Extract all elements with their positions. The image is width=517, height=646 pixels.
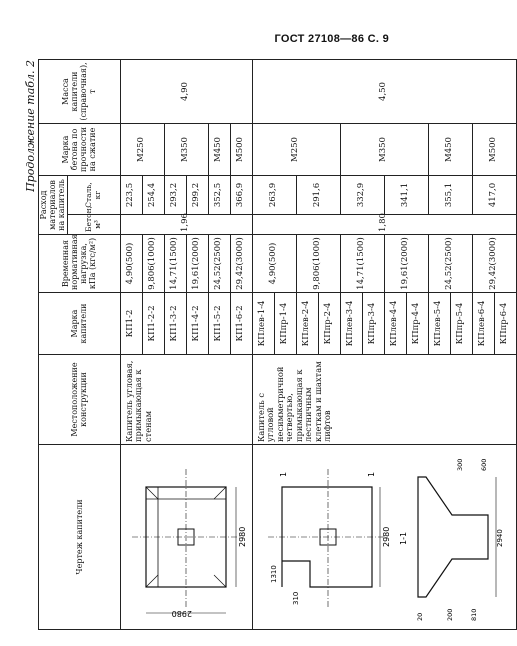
mark-cell: КПлев-3-4	[340, 293, 362, 355]
load-cell: 29,42(3000)	[230, 235, 252, 293]
steel-cell: 293,2	[164, 176, 186, 215]
col-steel: Сталь, кг	[67, 176, 120, 215]
grade-cell: М250	[252, 124, 340, 176]
col-concrete-grade: Марка бетона по прочности на сжатие	[39, 124, 121, 176]
table-row	[120, 60, 142, 630]
steel-cell: 366,9	[230, 176, 252, 215]
load-cell: 14,71(1500)	[164, 235, 186, 293]
dim-1310: 1310	[270, 565, 279, 583]
mark-cell: КП1-3-2	[164, 293, 186, 355]
section-label: 1-1	[399, 531, 409, 545]
mark-cell: КПлев-6-4	[472, 293, 494, 355]
mark-cell: КПлев-2-4	[296, 293, 318, 355]
col-mark: Марка капители	[39, 293, 121, 355]
mark-cell: КПпр-6-4	[494, 293, 516, 355]
load-cell: 24,52(2500)	[208, 235, 230, 293]
col-mass: Масса капители (справочная), т	[39, 60, 121, 124]
drawing-cell-1	[120, 445, 252, 630]
section-mark-bottom: 1	[367, 471, 377, 477]
capitals-table	[38, 59, 517, 630]
dim-width: 2980	[238, 526, 248, 547]
mark-cell: КП1-5-2	[208, 293, 230, 355]
steel-cell: 299,2	[186, 176, 208, 215]
mass-cell: 4,50	[252, 60, 516, 124]
dim-width-2: 2980	[382, 526, 392, 547]
dim-200: 200	[446, 608, 455, 621]
drawing-cell-2	[252, 445, 516, 630]
concrete-cell: 1,96	[120, 215, 252, 235]
grade-cell: М350	[340, 124, 428, 176]
steel-cell: 291,6	[296, 176, 340, 215]
continuation-label: Продолжение табл. 2	[24, 60, 37, 192]
col-drawing: Чертеж капители	[39, 445, 121, 630]
load-cell: 19,61(2000)	[384, 235, 428, 293]
steel-cell: 263,9	[252, 176, 296, 215]
col-consumption: Расход материалов на капитель	[39, 176, 68, 235]
grade-cell: М450	[428, 124, 472, 176]
mark-cell: КПлев-5-4	[428, 293, 450, 355]
location-cell: Капитель с угловой несимметричной четвертью, примыкающая к лестничным клеткам и шахтам лифтов	[252, 355, 516, 445]
grade-cell: М350	[164, 124, 208, 176]
steel-cell: 341,1	[384, 176, 428, 215]
dim-600: 600	[480, 458, 489, 471]
load-cell: 4,90(500)	[120, 235, 142, 293]
load-cell: 24,52(2500)	[428, 235, 472, 293]
page-header: ГОСТ 27108—86 С. 9	[274, 33, 389, 45]
grade-cell: М450	[208, 124, 230, 176]
grade-cell: М500	[230, 124, 252, 176]
mark-cell: КПпр-4-4	[406, 293, 428, 355]
rotated-page	[22, 60, 510, 630]
dim-310: 310	[292, 591, 301, 605]
mark-cell: КПпр-2-4	[318, 293, 340, 355]
mark-cell: КП1-2-2	[142, 293, 164, 355]
mass-cell: 4,90	[120, 60, 252, 124]
mark-cell: КПпр-5-4	[450, 293, 472, 355]
mark-cell: КПлев-1-4	[252, 293, 274, 355]
mark-cell: КПпр-3-4	[362, 293, 384, 355]
dim-height: 2980	[171, 609, 193, 618]
mark-cell: КП1-4-2	[186, 293, 208, 355]
concrete-cell: 1,80	[252, 215, 516, 235]
steel-cell: 417,0	[472, 176, 516, 215]
col-location: Местоположение конструкции	[39, 355, 121, 445]
col-load: Временная нормативная нагрузка, кПа (кгс/м²)	[39, 235, 121, 293]
mark-cell: КП1-2	[120, 293, 142, 355]
load-cell: 9,806(1000)	[296, 235, 340, 293]
table-row	[252, 60, 274, 630]
col-concrete: Бетон, м³	[67, 215, 120, 235]
mark-cell: КП1-6-2	[230, 293, 252, 355]
section-mark-top: 1	[279, 471, 289, 477]
dim-300: 300	[456, 458, 465, 471]
load-cell: 29,42(3000)	[472, 235, 516, 293]
location-cell: Капитель угловая, примыкающая к стенам	[120, 355, 252, 445]
capital-corner-drawing	[124, 447, 248, 627]
load-cell: 19,61(2000)	[186, 235, 208, 293]
dim-810: 810	[470, 608, 479, 621]
load-cell: 9,806(1000)	[142, 235, 164, 293]
grade-cell: М250	[120, 124, 164, 176]
capital-quarter-drawing	[262, 447, 505, 627]
mark-cell: КПпр-1-4	[274, 293, 296, 355]
dim-2940: 2940	[496, 529, 505, 547]
dim-20: 20	[416, 612, 425, 621]
steel-cell: 223,5	[120, 176, 142, 215]
steel-cell: 355,1	[428, 176, 472, 215]
steel-cell: 352,5	[208, 176, 230, 215]
steel-cell: 254,4	[142, 176, 164, 215]
steel-cell: 332,9	[340, 176, 384, 215]
table-header-row	[39, 60, 68, 630]
load-cell: 14,71(1500)	[340, 235, 384, 293]
mark-cell: КПлев-4-4	[384, 293, 406, 355]
grade-cell: М500	[472, 124, 516, 176]
load-cell: 4,90(500)	[252, 235, 296, 293]
